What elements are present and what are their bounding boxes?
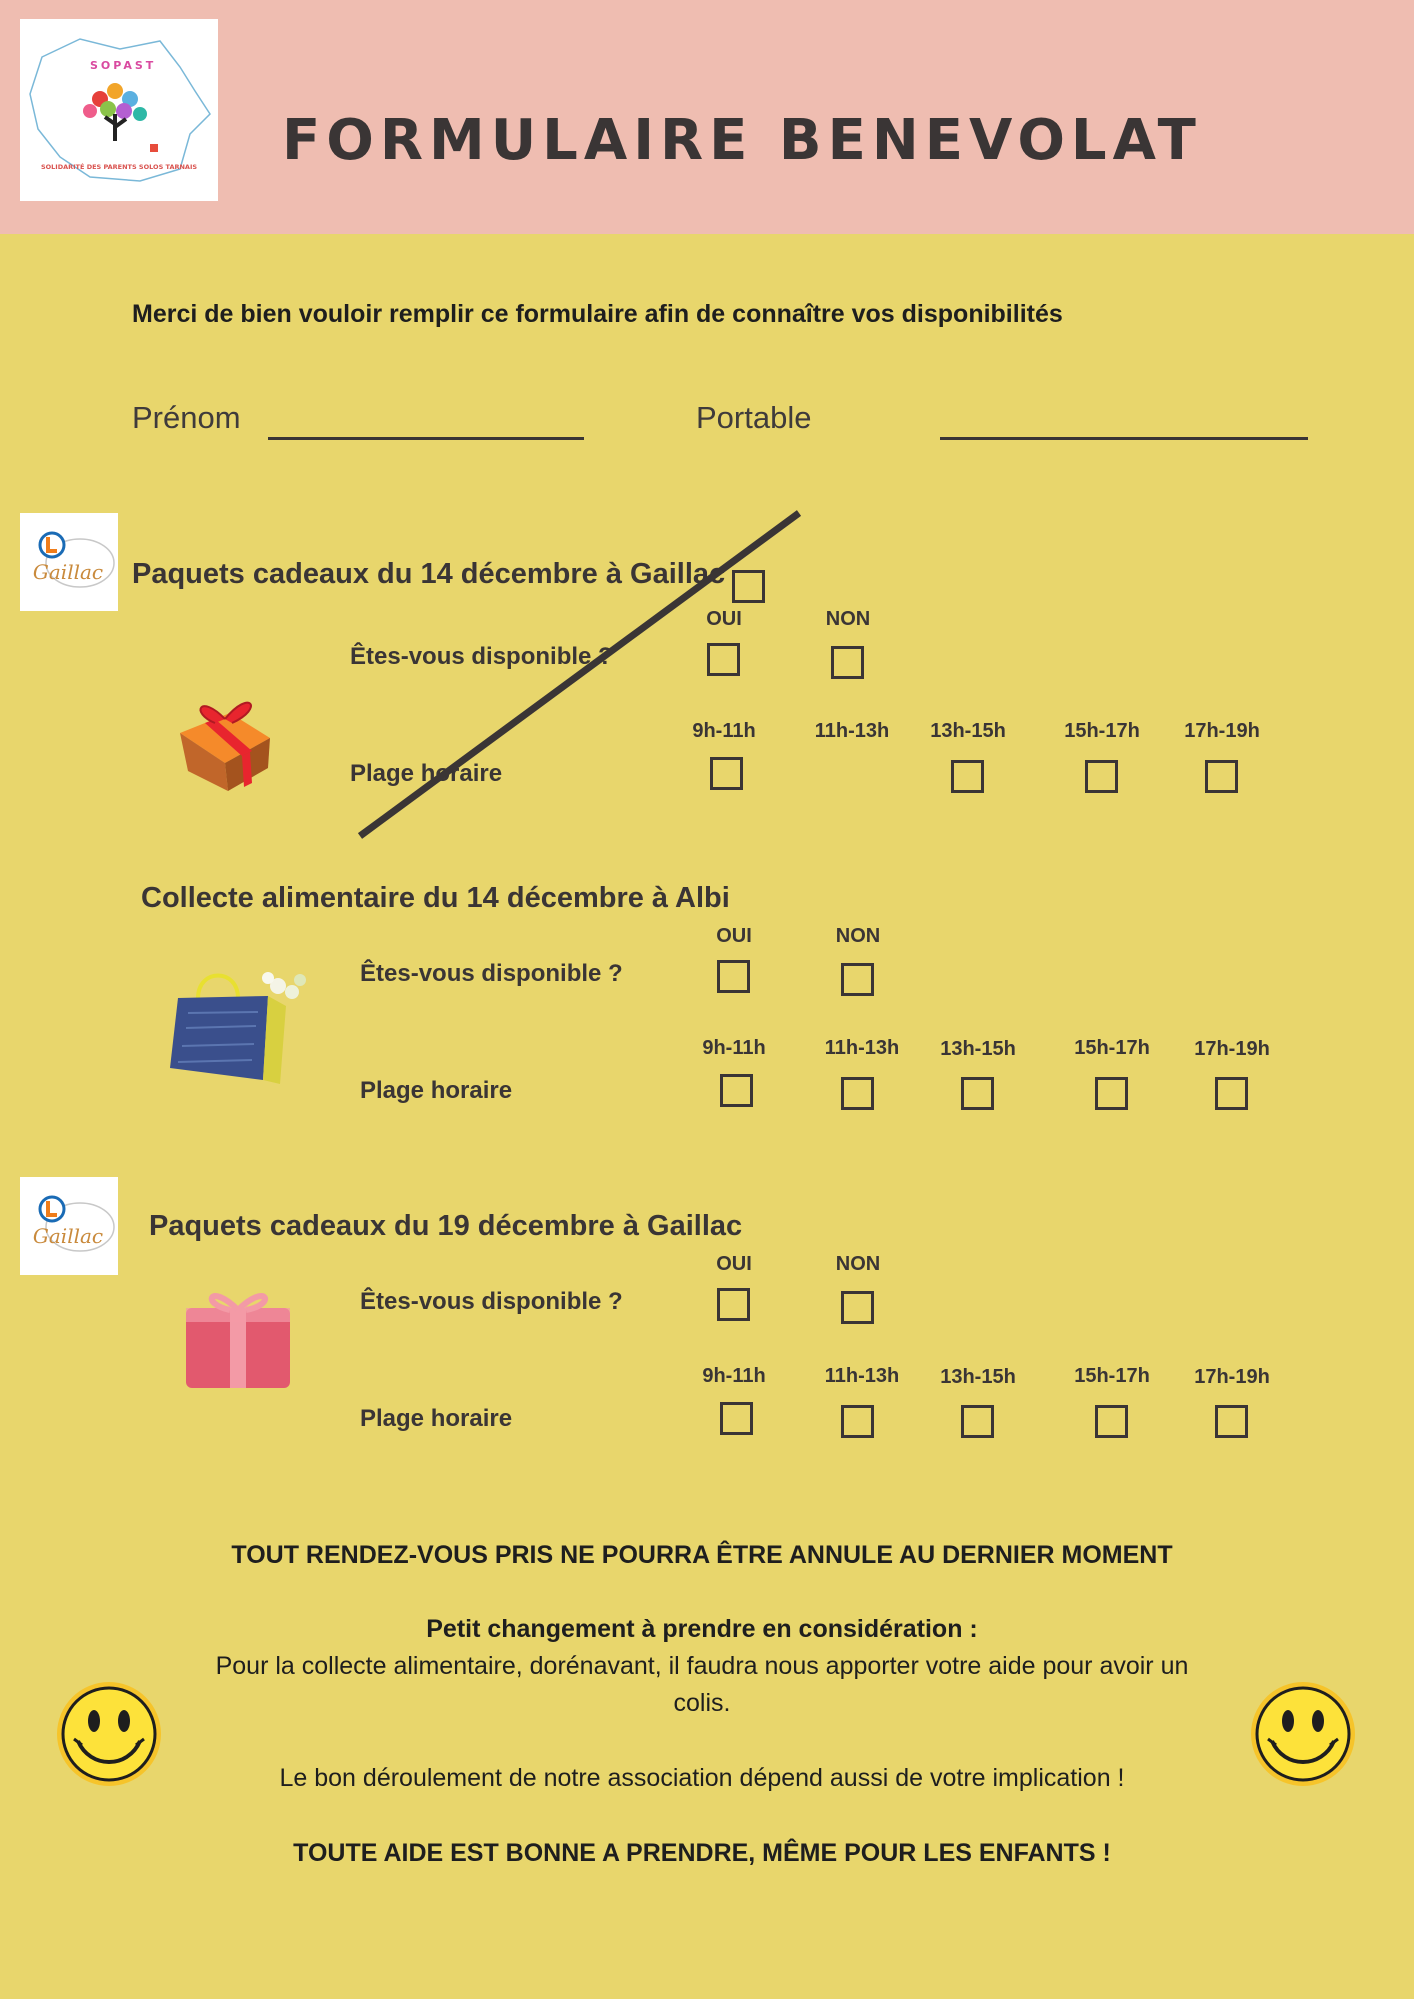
section-1-slot-label-4: 15h-17h: [1064, 720, 1140, 742]
section-1-slot-checkbox-5[interactable]: [1205, 760, 1238, 793]
section-1-slot-checkbox-3[interactable]: [951, 760, 984, 793]
section-1-yes-label: OUI: [706, 608, 742, 630]
section-2-question: Êtes-vous disponible ?: [360, 960, 623, 987]
cancellation-warning: TOUT RENDEZ-VOUS PRIS NE POURRA ÊTRE ANNULE AU DERNIER MOMENT: [231, 1541, 1173, 1569]
section-3-title: Paquets cadeaux du 19 décembre à Gaillac: [149, 1210, 743, 1242]
phone-label: Portable: [696, 400, 812, 435]
section-2-title: Collecte alimentaire du 14 décembre à Albi: [141, 882, 730, 914]
section-3-question: Êtes-vous disponible ?: [360, 1288, 623, 1315]
section-3-yes-checkbox[interactable]: [717, 1288, 750, 1321]
section-3-slot-label-2: 11h-13h: [824, 1365, 900, 1387]
change-title: Petit changement à prendre en considération :: [426, 1615, 978, 1643]
smiley-icon-left: [54, 1679, 164, 1789]
involvement-text: Le bon déroulement de notre association dépend aussi de votre implication !: [279, 1764, 1125, 1792]
store-logo-text: Gaillac: [32, 1224, 104, 1248]
section-3-no-checkbox[interactable]: [841, 1291, 874, 1324]
section-2-slot-label-2: 11h-13h: [824, 1037, 900, 1059]
section-1-slot-label-3: 13h-15h: [930, 720, 1006, 742]
closing-text: TOUTE AIDE EST BONNE A PRENDRE, MÊME POUR LES ENFANTS !: [293, 1839, 1111, 1867]
store-logo-text: Gaillac: [32, 560, 104, 584]
header-banner: [0, 0, 1414, 234]
intro-text: Merci de bien vouloir remplir ce formulaire afin de connaître vos disponibilités: [132, 300, 1063, 328]
firstname-field[interactable]: [268, 437, 584, 440]
section-3-slot-label-4: 15h-17h: [1074, 1365, 1150, 1387]
section-2-slot-checkbox-1[interactable]: [720, 1074, 753, 1107]
section-3-slot-label-1: 9h-11h: [702, 1365, 766, 1387]
section-1-slot-checkbox-4[interactable]: [1085, 760, 1118, 793]
section-1-slot-label-1: 9h-11h: [692, 720, 756, 742]
section-3-slot-checkbox-1[interactable]: [720, 1402, 753, 1435]
section-1-slot-label-5: 17h-19h: [1184, 720, 1260, 742]
page-title: FORMULAIRE BENEVOLAT: [282, 108, 1202, 173]
change-text-line-1: Pour la collecte alimentaire, dorénavant, il faudra nous apporter votre aide pour avoir un: [215, 1652, 1189, 1680]
section-3-yes-label: OUI: [716, 1253, 752, 1275]
section-2-slot-checkbox-5[interactable]: [1215, 1077, 1248, 1110]
section-1-question: Êtes-vous disponible ?: [350, 643, 613, 670]
sopast-logo-subtext: SOLIDARITÉ DES PARENTS SOLOS TARNAIS: [40, 163, 198, 171]
section-3-slot-checkbox-2[interactable]: [841, 1405, 874, 1438]
section-3-slot-checkbox-3[interactable]: [961, 1405, 994, 1438]
pink-gift-icon: [180, 1286, 295, 1391]
section-2-no-checkbox[interactable]: [841, 963, 874, 996]
section-2-yes-checkbox[interactable]: [717, 960, 750, 993]
section-1-slot-title: Plage horaire: [350, 760, 503, 787]
section-2-slot-label-5: 17h-19h: [1194, 1038, 1270, 1060]
section-3-slot-checkbox-5[interactable]: [1215, 1405, 1248, 1438]
section-2-slot-checkbox-2[interactable]: [841, 1077, 874, 1110]
section-2-slot-label-4: 15h-17h: [1074, 1037, 1150, 1059]
strike-through-line: [355, 508, 805, 840]
section-3-slot-title: Plage horaire: [360, 1405, 513, 1432]
section-3-slot-checkbox-4[interactable]: [1095, 1405, 1128, 1438]
section-1-no-checkbox[interactable]: [831, 646, 864, 679]
section-1-no-label: NON: [825, 608, 871, 630]
firstname-label: Prénom: [132, 400, 241, 435]
section-2-no-label: NON: [835, 925, 881, 947]
section-2-slot-title: Plage horaire: [360, 1077, 513, 1104]
section-2-slot-checkbox-3[interactable]: [961, 1077, 994, 1110]
section-2-slot-label-3: 13h-15h: [940, 1038, 1016, 1060]
sopast-logo: [20, 19, 218, 201]
section-3-slot-label-3: 13h-15h: [940, 1366, 1016, 1388]
smiley-icon-right: [1248, 1679, 1358, 1789]
phone-field[interactable]: [940, 437, 1308, 440]
change-text-line-2: colis.: [673, 1689, 731, 1717]
section-3-slot-label-5: 17h-19h: [1194, 1366, 1270, 1388]
section-1-title: Paquets cadeaux du 14 décembre à Gaillac: [132, 558, 726, 590]
shopping-bag-icon: [168, 968, 314, 1092]
section-2-yes-label: OUI: [716, 925, 752, 947]
section-2-slot-label-1: 9h-11h: [702, 1037, 766, 1059]
section-1-slot-label-2: 11h-13h: [814, 720, 890, 742]
red-gift-icon: [170, 683, 280, 793]
section-2-slot-checkbox-4[interactable]: [1095, 1077, 1128, 1110]
leclerc-gaillac-logo-2: [20, 1177, 118, 1275]
section-3-no-label: NON: [835, 1253, 881, 1275]
leclerc-gaillac-logo: [20, 513, 118, 611]
sopast-logo-text: SOPAST: [90, 59, 157, 72]
